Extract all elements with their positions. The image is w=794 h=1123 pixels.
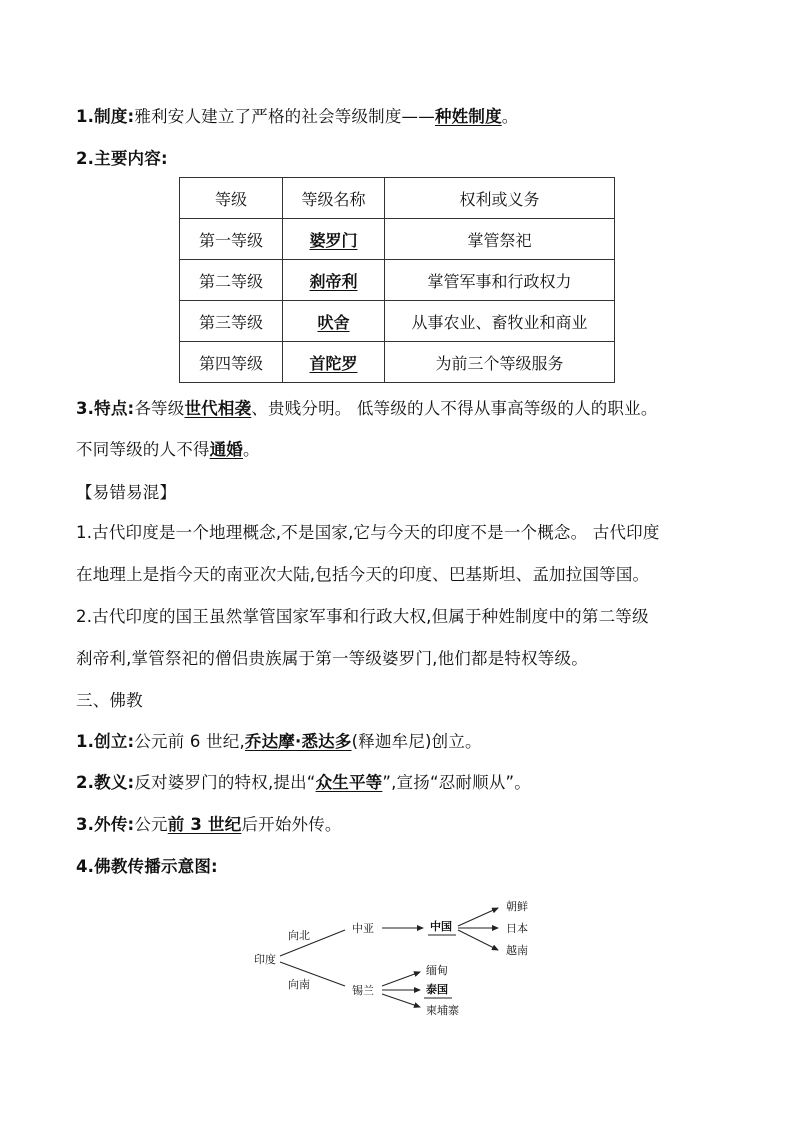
cell-duty: 为前三个等级服务: [385, 342, 615, 383]
cell-level: 第三等级: [180, 301, 283, 342]
spread-text: 公元: [134, 815, 168, 834]
cell-name: 首陀罗: [283, 342, 385, 383]
diagram-origin: 印度: [254, 953, 276, 966]
main-content-label: 2.主要内容:: [76, 149, 168, 168]
diagram-north-label: 向北: [288, 929, 310, 942]
hereditary-keyword: 世代相袭: [184, 399, 252, 418]
diagram-myanmar: 缅甸: [426, 964, 448, 977]
founding-label: 1.创立:: [76, 732, 135, 751]
diagram-central-asia: 中亚: [352, 922, 374, 935]
diagram-sri-lanka: 锡兰: [352, 984, 374, 997]
spread-label: 3.外传:: [76, 815, 135, 834]
cell-duty: 从事农业、畜牧业和商业: [385, 301, 615, 342]
table-row: [180, 260, 615, 301]
table-row: [180, 301, 615, 342]
diagram-korea: 朝鲜: [506, 900, 528, 913]
arrow-to-korea: [458, 908, 498, 926]
period: 。: [501, 107, 519, 126]
note-paragraph-2b: 刹帝利,掌管祭祀的僧侣贵族属于第一等级婆罗门,他们都是特权等级。: [76, 649, 588, 668]
intermarriage-keyword: 通婚: [209, 440, 244, 459]
arrow-to-myanmar: [382, 972, 420, 986]
caste-system-keyword: 种姓制度: [434, 107, 502, 126]
table-header-row: [180, 178, 615, 219]
diagram-thailand: 泰国: [426, 983, 448, 996]
table-row: [180, 342, 615, 383]
features-text: 、贵贱分明。 低等级的人不得从事高等级的人的职业。: [251, 399, 658, 418]
cell-level: 第四等级: [180, 342, 283, 383]
note-paragraph-1b: 在地理上是指今天的南亚次大陆,包括今天的印度、巴基斯坦、孟加拉国等国。: [76, 565, 650, 584]
cell-duty: 掌管祭祀: [385, 219, 615, 260]
note-paragraph-1a: 1.古代印度是一个地理概念,不是国家,它与今天的印度不是一个概念。 古代印度: [76, 523, 660, 542]
buddhism-heading: 三、佛教: [76, 691, 143, 710]
cell-name: 婆罗门: [283, 219, 385, 260]
cell-duty: 掌管军事和行政权力: [385, 260, 615, 301]
header-level-name: 等级名称: [283, 178, 385, 219]
diagram-china: 中国: [430, 920, 452, 933]
caste-table: [179, 177, 615, 383]
features-text: 不同等级的人不得: [76, 440, 210, 459]
founding-text: 公元前 6 世纪,: [134, 732, 245, 751]
founding-text: (释迦牟尼)创立。: [351, 732, 482, 751]
system-label: 1.制度:: [76, 107, 135, 126]
diagram-cambodia: 柬埔寨: [426, 1004, 459, 1017]
note-title: 【易错易混】: [76, 483, 177, 502]
system-text: 雅利安人建立了严格的社会等级制度——: [134, 107, 435, 126]
period: 。: [243, 440, 260, 459]
features-line-1: [76, 397, 658, 421]
spread-text: 后开始外传。: [241, 815, 342, 834]
features-line-2: [76, 438, 260, 462]
century-keyword: 前 3 世纪: [167, 815, 242, 834]
doctrine-text: 反对婆罗门的特权,提出“: [134, 773, 316, 792]
arrow-to-cambodia: [382, 994, 420, 1007]
cell-level: 第二等级: [180, 260, 283, 301]
arrow-to-vietnam: [458, 930, 498, 950]
map-label: 4.佛教传播示意图:: [76, 857, 218, 876]
table-row: [180, 219, 615, 260]
cell-level: 第一等级: [180, 219, 283, 260]
founding-line: [76, 730, 482, 754]
diagram-japan: 日本: [506, 922, 528, 935]
doctrine-label: 2.教义:: [76, 773, 135, 792]
cell-name: 吠舍: [283, 301, 385, 342]
doctrine-text: ”,宣扬“忍耐顺从”。: [382, 773, 531, 792]
spread-line: [76, 813, 342, 837]
buddhism-spread-diagram: [240, 890, 560, 1030]
doctrine-line: [76, 771, 531, 795]
features-label: 3.特点:: [76, 399, 135, 418]
header-level: 等级: [180, 178, 283, 219]
header-rights: 权利或义务: [385, 178, 615, 219]
diagram-vietnam: 越南: [506, 944, 528, 957]
system-line: [76, 105, 518, 129]
cell-name: 刹帝利: [283, 260, 385, 301]
founder-keyword: 乔达摩·悉达多: [244, 732, 352, 751]
diagram-south-label: 向南: [288, 978, 310, 991]
note-paragraph-2a: 2.古代印度的国王虽然掌管国家军事和行政大权,但属于种姓制度中的第二等级: [76, 607, 649, 626]
equality-keyword: 众生平等: [315, 773, 383, 792]
features-text: 各等级: [134, 399, 185, 418]
